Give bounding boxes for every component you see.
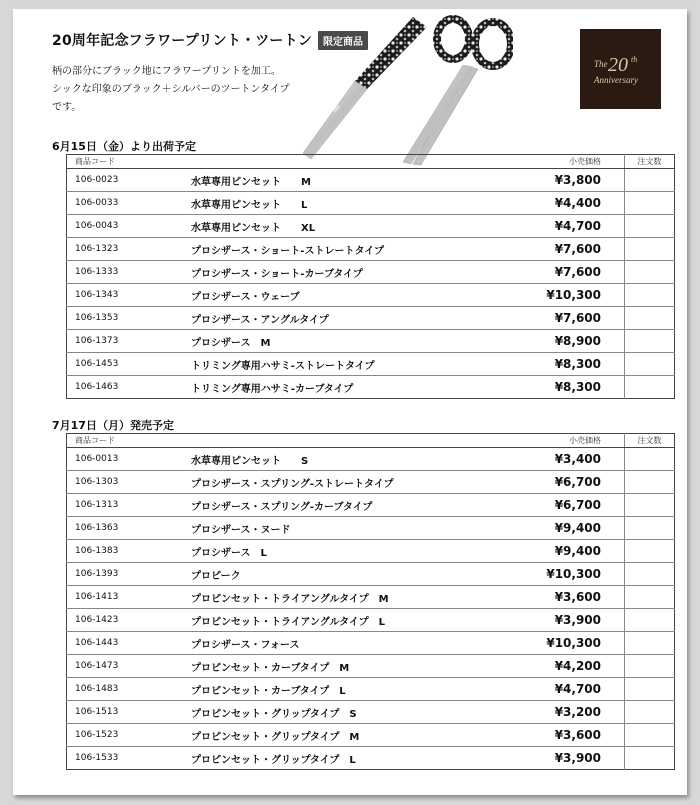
table-row <box>67 632 675 655</box>
product-name: プロシザース・アングルタイプ <box>191 307 471 330</box>
product-name: プロシザース・ショート-ストレートタイプ <box>191 238 471 261</box>
retail-price: ¥9,400 <box>471 540 625 563</box>
product-name: 水草専用ピンセット L <box>191 192 471 215</box>
retail-price: ¥6,700 <box>471 471 625 494</box>
description-line: 柄の部分にブラック地にフラワープリントを加工。 <box>52 66 281 77</box>
anniversary-logo <box>580 29 661 109</box>
order-table <box>66 433 675 770</box>
page-title: 20周年記念フラワープリント・ツートン <box>52 33 313 49</box>
retail-price: ¥3,900 <box>471 747 625 770</box>
table-row <box>67 192 675 215</box>
retail-price: ¥4,400 <box>471 192 625 215</box>
order-quantity-cell[interactable] <box>625 353 675 376</box>
table-row <box>67 678 675 701</box>
order-quantity-cell[interactable] <box>625 192 675 215</box>
column-header-code: 商品コード <box>67 155 192 169</box>
svg-text:The: The <box>594 59 608 69</box>
table-row <box>67 747 675 770</box>
retail-price: ¥7,600 <box>471 307 625 330</box>
catalog-page <box>13 9 687 795</box>
product-code: 106-1413 <box>67 586 192 609</box>
order-quantity-cell[interactable] <box>625 563 675 586</box>
table-header <box>67 434 675 448</box>
product-name: プロシザース L <box>191 540 471 563</box>
retail-price: ¥7,600 <box>471 238 625 261</box>
product-name: プロピンセット・トライアングルタイプ M <box>191 586 471 609</box>
product-code: 106-0043 <box>67 215 192 238</box>
retail-price: ¥8,900 <box>471 330 625 353</box>
product-code: 106-1313 <box>67 494 192 517</box>
table-row <box>67 215 675 238</box>
column-header-code: 商品コード <box>67 434 192 448</box>
product-code: 106-1443 <box>67 632 192 655</box>
product-name: プロシザース・フォース <box>191 632 471 655</box>
product-name: プロピンセット・グリップタイプ M <box>191 724 471 747</box>
product-code: 106-1373 <box>67 330 192 353</box>
product-name: トリミング専用ハサミ-カーブタイプ <box>191 376 471 399</box>
tweezers-image <box>303 17 427 159</box>
section-title: 7月17日（月）発売予定 <box>52 419 174 432</box>
product-name: トリミング専用ハサミ-ストレートタイプ <box>191 353 471 376</box>
product-code: 106-1333 <box>67 261 192 284</box>
product-code: 106-1423 <box>67 609 192 632</box>
retail-price: ¥4,200 <box>471 655 625 678</box>
order-quantity-cell[interactable] <box>625 448 675 471</box>
product-code: 106-1463 <box>67 376 192 399</box>
order-quantity-cell[interactable] <box>625 330 675 353</box>
retail-price: ¥4,700 <box>471 678 625 701</box>
table-row <box>67 284 675 307</box>
order-quantity-cell[interactable] <box>625 609 675 632</box>
product-name: プロシザース・ウェーブ <box>191 284 471 307</box>
order-table <box>66 154 675 399</box>
product-code: 106-1483 <box>67 678 192 701</box>
product-name: プロシザース M <box>191 330 471 353</box>
product-code: 106-1363 <box>67 517 192 540</box>
retail-price: ¥4,700 <box>471 215 625 238</box>
limited-badge: 限定商品 <box>318 31 368 50</box>
table-row <box>67 517 675 540</box>
product-code: 106-1323 <box>67 238 192 261</box>
order-quantity-cell[interactable] <box>625 471 675 494</box>
table-header <box>67 155 675 169</box>
product-name: プロシザース・ショート-カーブタイプ <box>191 261 471 284</box>
table-row <box>67 540 675 563</box>
product-code: 106-0023 <box>75 175 119 185</box>
description-line: です。 <box>52 102 82 113</box>
retail-price: ¥8,300 <box>471 376 625 399</box>
order-quantity-cell[interactable] <box>625 261 675 284</box>
product-code: 106-1523 <box>67 724 192 747</box>
column-header-price: 小売価格 <box>471 434 625 448</box>
product-code: 106-1533 <box>67 747 192 770</box>
product-code: 106-1383 <box>67 540 192 563</box>
table-row <box>67 609 675 632</box>
retail-price: ¥3,200 <box>471 701 625 724</box>
table-row <box>67 586 675 609</box>
product-code: 106-1453 <box>67 353 192 376</box>
retail-price: ¥9,400 <box>471 517 625 540</box>
scissors-image <box>403 19 511 165</box>
table-row <box>67 724 675 747</box>
order-quantity-cell[interactable] <box>625 494 675 517</box>
table-row <box>67 701 675 724</box>
order-quantity-cell[interactable] <box>625 655 675 678</box>
table-row <box>67 448 675 471</box>
table-row <box>67 307 675 330</box>
retail-price: ¥7,600 <box>471 261 625 284</box>
column-header-price: 小売価格 <box>471 155 625 169</box>
retail-price: ¥3,800 <box>554 173 601 187</box>
product-name: プロピンセット・トライアングルタイプ L <box>191 609 471 632</box>
order-quantity-cell[interactable] <box>625 376 675 399</box>
retail-price: ¥10,300 <box>471 632 625 655</box>
retail-price: ¥3,400 <box>554 452 601 466</box>
svg-text:20: 20 <box>608 54 628 76</box>
svg-text:th: th <box>631 55 638 64</box>
product-code: 106-1343 <box>67 284 192 307</box>
product-name: プロピンセット・グリップタイプ L <box>191 747 471 770</box>
retail-price: ¥10,300 <box>471 563 625 586</box>
product-name: プロピンセット・グリップタイプ S <box>191 701 471 724</box>
product-name: 水草専用ピンセット M <box>191 176 311 188</box>
order-quantity-cell[interactable] <box>625 238 675 261</box>
order-quantity-cell[interactable] <box>625 701 675 724</box>
product-code: 106-1513 <box>67 701 192 724</box>
product-code: 106-1353 <box>67 307 192 330</box>
order-quantity-cell[interactable] <box>625 632 675 655</box>
column-header-qty: 注文数 <box>625 155 675 169</box>
column-header-qty: 注文数 <box>625 434 675 448</box>
table-row <box>67 471 675 494</box>
order-quantity-cell[interactable] <box>625 307 675 330</box>
product-photo <box>303 9 513 169</box>
description-line: シックな印象のブラック＋シルバーのツートンタイプ <box>52 84 290 95</box>
order-quantity-cell[interactable] <box>625 169 675 192</box>
order-quantity-cell[interactable] <box>625 747 675 770</box>
order-quantity-cell[interactable] <box>625 215 675 238</box>
product-name: プロシザース・スプリング-ストレートタイプ <box>191 471 471 494</box>
retail-price: ¥3,900 <box>471 609 625 632</box>
product-name: 水草専用ピンセット S <box>191 455 309 467</box>
table-row <box>67 169 675 192</box>
order-quantity-cell[interactable] <box>625 284 675 307</box>
table-row <box>67 330 675 353</box>
order-quantity-cell[interactable] <box>625 678 675 701</box>
product-code: 106-1393 <box>67 563 192 586</box>
product-name: プロピンセット・カーブタイプ M <box>191 655 471 678</box>
table-row <box>67 655 675 678</box>
product-name: プロピンセット・カーブタイプ L <box>191 678 471 701</box>
order-quantity-cell[interactable] <box>625 586 675 609</box>
table-row <box>67 494 675 517</box>
retail-price: ¥6,700 <box>471 494 625 517</box>
product-name: プロシザース・スプリング-カーブタイプ <box>191 494 471 517</box>
retail-price: ¥3,600 <box>471 586 625 609</box>
order-quantity-cell[interactable] <box>625 540 675 563</box>
table-row <box>67 563 675 586</box>
product-code: 106-0013 <box>75 454 119 464</box>
table-row <box>67 261 675 284</box>
svg-text:Anniversary: Anniversary <box>594 75 638 85</box>
product-name: プロシザース・ヌード <box>191 517 471 540</box>
product-code: 106-0033 <box>67 192 192 215</box>
product-name: プロピーク <box>191 563 471 586</box>
section-title: 6月15日（金）より出荷予定 <box>52 140 196 153</box>
order-quantity-cell[interactable] <box>625 724 675 747</box>
retail-price: ¥10,300 <box>471 284 625 307</box>
table-row <box>67 238 675 261</box>
table-row <box>67 376 675 399</box>
retail-price: ¥3,600 <box>471 724 625 747</box>
retail-price: ¥8,300 <box>471 353 625 376</box>
product-code: 106-1303 <box>67 471 192 494</box>
product-description <box>52 63 290 117</box>
product-code: 106-1473 <box>67 655 192 678</box>
product-name: 水草専用ピンセット XL <box>191 215 471 238</box>
table-row <box>67 353 675 376</box>
order-quantity-cell[interactable] <box>625 517 675 540</box>
